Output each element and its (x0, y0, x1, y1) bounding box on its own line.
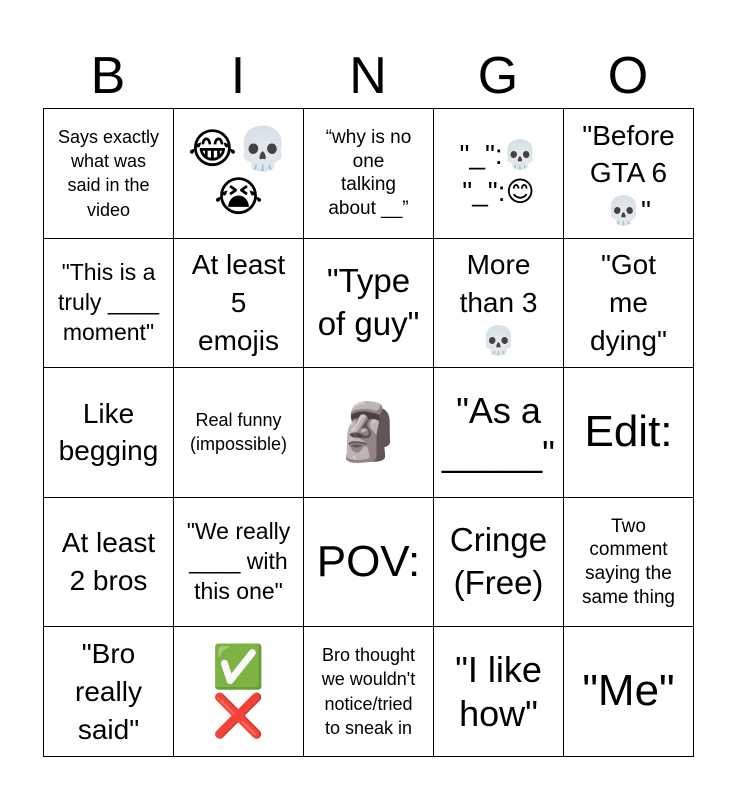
bingo-cell[interactable]: "Type of guy" (304, 239, 434, 369)
header-letter-b: B (90, 47, 126, 105)
bingo-cell-free-space[interactable]: 🗿 (304, 368, 434, 498)
bingo-cell[interactable]: Says exactly what was said in the video (44, 109, 174, 239)
bingo-cell[interactable]: Real funny (impossible) (174, 368, 304, 498)
bingo-cell[interactable]: "As a _____" (434, 368, 564, 498)
header-letter-o: O (607, 47, 649, 105)
bingo-cell[interactable]: "I like how" (434, 627, 564, 757)
bingo-cell[interactable]: "We really ____ with this one" (174, 498, 304, 628)
bingo-cell[interactable]: At least 5 emojis (174, 239, 304, 369)
bingo-cell[interactable]: Like begging (44, 368, 174, 498)
bingo-cell[interactable]: "Me" (564, 627, 694, 757)
header-letter-i: I (230, 47, 246, 105)
bingo-cell[interactable]: At least 2 bros (44, 498, 174, 628)
bingo-cell[interactable]: More than 3 💀 (434, 239, 564, 369)
bingo-cell[interactable]: ✅ ❌ (174, 627, 304, 757)
bingo-cell[interactable]: "Before GTA 6 💀" (564, 109, 694, 239)
bingo-cell[interactable]: 😂💀 😭 (174, 109, 304, 239)
bingo-cell[interactable]: Edit: (564, 368, 694, 498)
bingo-cell[interactable]: Cringe (Free) (434, 498, 564, 628)
bingo-cell[interactable]: "Got me dying" (564, 239, 694, 369)
bingo-cell[interactable]: "This is a truly ____ moment" (44, 239, 174, 369)
header-letter-n: N (349, 47, 387, 105)
bingo-cell[interactable]: Two comment saying the same thing (564, 498, 694, 628)
bingo-cell[interactable]: Bro thought we wouldn't notice/tried to sneak in (304, 627, 434, 757)
bingo-cell[interactable]: “why is no one talking about __” (304, 109, 434, 239)
bingo-cell[interactable]: "Bro really said" (44, 627, 174, 757)
bingo-cell[interactable]: POV: (304, 498, 434, 628)
bingo-cell[interactable]: "_":💀 "_":😊 (434, 109, 564, 239)
header-letter-g: G (477, 47, 519, 105)
bingo-header (43, 44, 693, 108)
bingo-card-grid (43, 108, 694, 757)
